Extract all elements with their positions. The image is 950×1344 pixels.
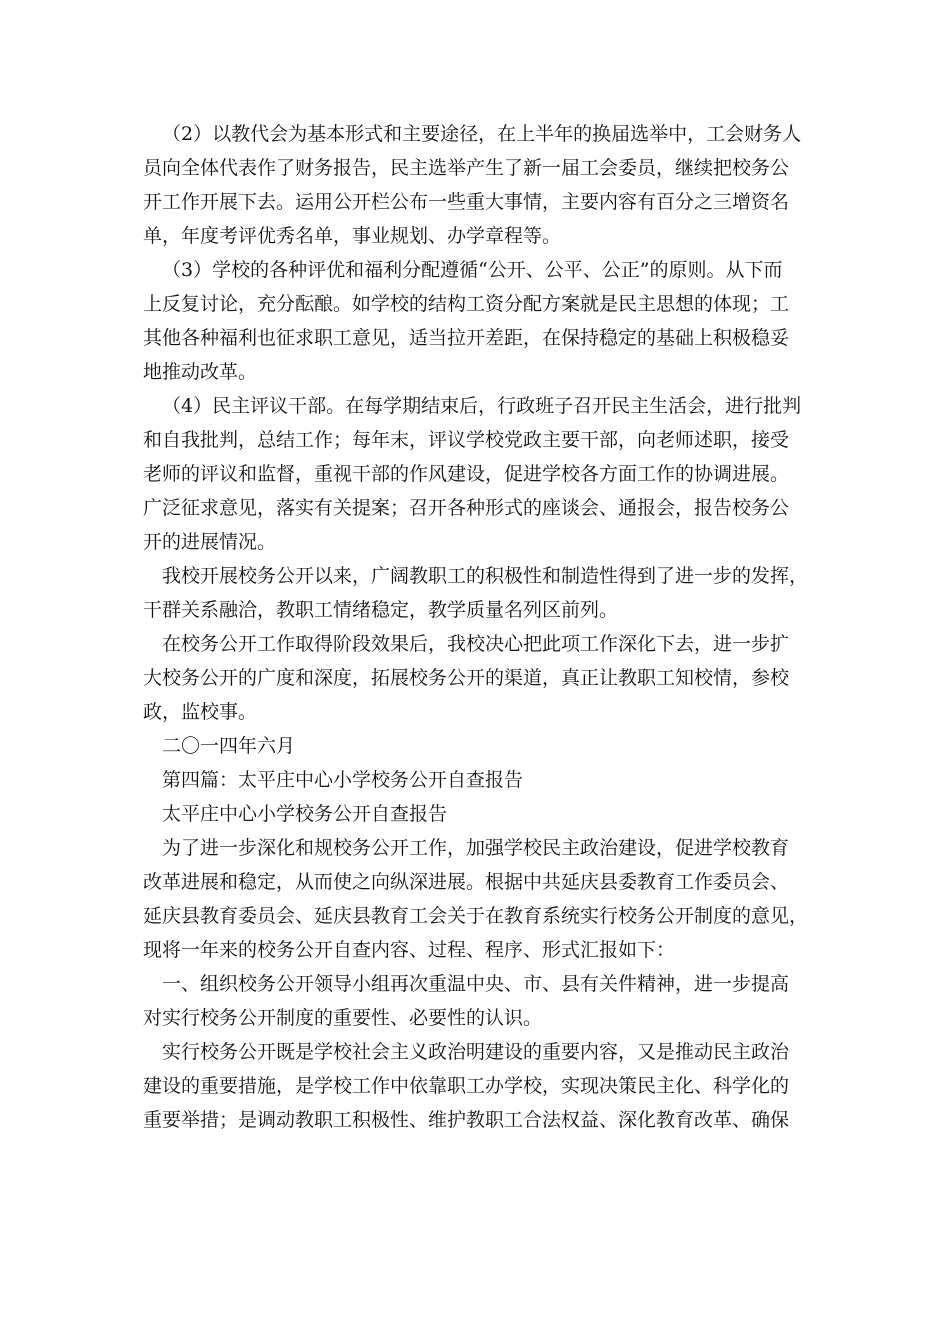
- text-line: 老师的评议和监督，重视干部的作风建设，促进学校各方面工作的协调进展。: [143, 463, 790, 485]
- text-line: 一、组织校务公开领导小组再次重温中央、市、县有关件精神，进一步提高: [162, 973, 790, 995]
- text-line: 在校务公开工作取得阶段效果后，我校决心把此项工作深化下去，进一步扩: [162, 633, 790, 655]
- text-line: 员向全体代表作了财务报告，民主选举产生了新一届工会委员，继续把校务公: [143, 157, 790, 179]
- text-line: 开工作开展下去。运用公开栏公布一些重大事情，主要内容有百分之三增资名: [143, 191, 790, 213]
- text-line: 重要举措；是调动教职工积极性、维护教职工合法权益、深化教育改革、确保: [143, 1109, 790, 1131]
- text-line: （4）民主评议干部。在每学期结束后，行政班子召开民主生活会，进行批判: [162, 395, 802, 417]
- text-line: 现将一年来的校务公开自查内容、过程、程序、形式汇报如下：: [143, 939, 676, 961]
- text-line: （2）以教代会为基本形式和主要途径，在上半年的换届选举中，工会财务人: [162, 123, 802, 145]
- text-line: 建设的重要措施，是学校工作中依靠职工办学校，实现决策民主化、科学化的: [143, 1075, 790, 1097]
- section-heading: 第四篇：太平庄中心小学校务公开自查报告: [162, 769, 524, 791]
- text-line: 和自我批判，总结工作；每年末，评议学校党政主要干部，向老师述职，接受: [143, 429, 790, 451]
- text-line: 改革进展和稳定，从而使之向纵深进展。根据中共延庆县委教育工作委员会、: [143, 871, 790, 893]
- text-line: 对实行校务公开制度的重要性、必要性的认识。: [143, 1007, 543, 1029]
- text-line: 干群关系融洽，教职工情绪稳定，教学质量名列区前列。: [143, 599, 619, 621]
- text-line: 单，年度考评优秀名单，事业规划、办学章程等。: [143, 225, 562, 247]
- text-line: 政，监校事。: [143, 701, 258, 723]
- text-line: 实行校务公开既是学校社会主义政治明建设的重要内容，又是推动民主政治: [162, 1041, 790, 1063]
- text-line: 广泛征求意见，落实有关提案；召开各种形式的座谈会、通报会，报告校务公: [143, 497, 790, 519]
- text-line: （3）学校的各种评优和福利分配遵循“公开、公平、公正”的原则。从下而: [162, 259, 783, 281]
- text-line: 为了进一步深化和规校务公开工作，加强学校民主政治建设，促进学校教育: [162, 837, 790, 859]
- date-line: 二〇一四年六月: [162, 735, 296, 757]
- document-body: [143, 117, 808, 1137]
- text-line: 我校开展校务公开以来，广阔教职工的积极性和制造性得到了进一步的发挥，: [162, 565, 809, 587]
- text-line: 地推动改革。: [143, 361, 258, 383]
- text-line: 上反复讨论，充分酝酿。如学校的结构工资分配方案就是民主思想的体现；工: [143, 293, 790, 315]
- text-line: 开的进展情况。: [143, 531, 277, 553]
- text-line: 延庆县教育委员会、延庆县教育工会关于在教育系统实行校务公开制度的意见，: [143, 905, 809, 927]
- text-line: 其他各种福利也征求职工意见，适当拉开差距，在保持稳定的基础上积极稳妥: [143, 327, 790, 349]
- report-title: 太平庄中心小学校务公开自查报告: [162, 803, 448, 825]
- text-line: 大校务公开的广度和深度，拓展校务公开的渠道，真正让教职工知校情，参校: [143, 667, 790, 689]
